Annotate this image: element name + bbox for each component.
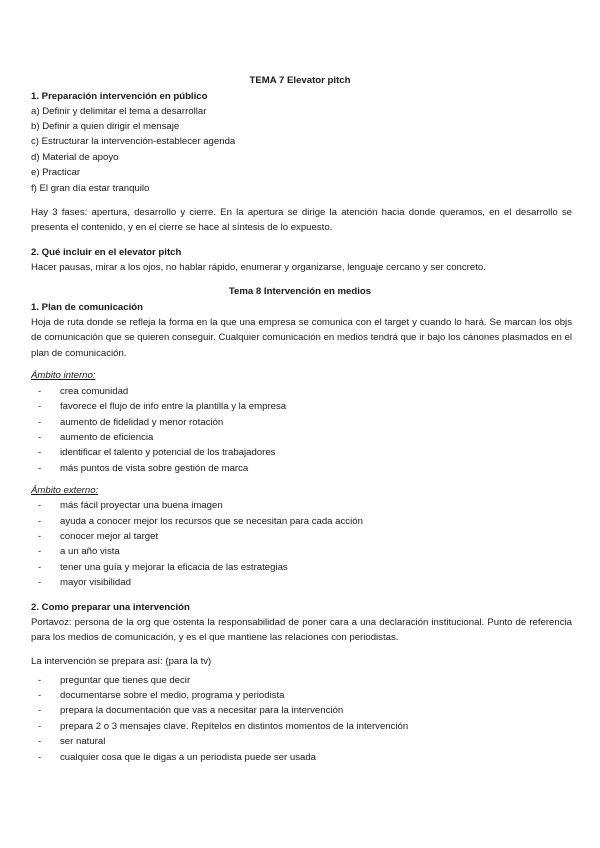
bullet-dash: -	[38, 386, 42, 397]
list-item: prepara la documentación que vas a necesitar para la intervención	[60, 705, 344, 716]
bullet-dash: -	[38, 721, 42, 732]
step-item: c) Estructurar la intervención-establecer agenda	[31, 136, 236, 147]
list-item: identificar el talento y potencial de los trabajadores	[60, 447, 276, 458]
list-item: ayuda a conocer mejor los recursos que se necesitan para cada acción	[60, 516, 363, 527]
bullet-dash: -	[38, 516, 42, 527]
portavoz-paragraph: Portavoz: persona de la org que ostenta la responsabilidad de poner cara a una declaración institucional. Punto de referencia para los medios de comunicación, y es el que mantiene las relaciones con periodistas.	[31, 617, 572, 644]
plan-paragraph: Hoja de ruta donde se refleja la forma en la que una empresa se comunica con el target y cuando lo hará. Se marcan los objs de comunicación que se quieren conseguir. Cualquier comunicación en medios tendrá que ir bajo los cánones plasmados en el plan de comunicación.	[31, 317, 572, 359]
list-item: conocer mejor al target	[60, 531, 159, 542]
step-item: d) Material de apoyo	[31, 152, 119, 163]
list-item: a un año vista	[60, 546, 120, 557]
list-item: aumento de eficiencia	[60, 432, 154, 443]
list-item: preguntar que tienes que decir	[60, 675, 191, 686]
tema7-title: TEMA 7 Elevator pitch	[249, 75, 351, 86]
list-item: mayor visibilidad	[60, 577, 131, 588]
bullet-dash: -	[38, 546, 42, 557]
bullet-dash: -	[38, 531, 42, 542]
tema7-section2-heading: 2. Qué incluir en el elevator pitch	[31, 247, 182, 258]
bullet-dash: -	[38, 736, 42, 747]
bullet-dash: -	[38, 675, 42, 686]
bullet-dash: -	[38, 577, 42, 588]
internal-label: Ámbito interno:	[31, 370, 96, 381]
bullet-dash: -	[38, 401, 42, 412]
bullet-dash: -	[38, 417, 42, 428]
step-item: e) Practicar	[31, 167, 81, 178]
tema8-title: Tema 8 Intervención en medios	[228, 286, 372, 297]
bullet-dash: -	[38, 447, 42, 458]
step-item: a) Definir y delimitar el tema a desarrollar	[31, 106, 207, 117]
phases-paragraph: Hay 3 fases: apertura, desarrollo y cierre. En la apertura se dirige la atención hacia donde queramos, en el desarrollo se presenta el contenido, y en el cierre se hace al síntesis de lo expuesto.	[31, 207, 572, 234]
external-label: Ámbito externo:	[31, 485, 99, 496]
list-item: documentarse sobre el medio, programa y periodista	[60, 690, 285, 701]
list-item: tener una guía y mejorar la eficacia de las estrategias	[60, 562, 288, 573]
prep-intro: La intervención se prepara así: (para la tv)	[31, 656, 212, 667]
list-item: crea comunidad	[60, 386, 129, 397]
step-item: f) El gran día estar tranquilo	[31, 183, 150, 194]
bullet-dash: -	[38, 705, 42, 716]
tema7-section2-text: Hacer pausas, mirar a los ojos, no hablar rápido, enumerar y organizarse, lenguaje cercano y ser concreto.	[31, 262, 486, 273]
list-item: prepara 2 o 3 mensajes clave. Repítelos en distintos momentos de la intervención	[60, 721, 409, 732]
list-item: aumento de fidelidad y menor rotación	[60, 417, 224, 428]
list-item: cualquier cosa que le digas a un periodista puede ser usada	[60, 752, 317, 763]
bullet-dash: -	[38, 752, 42, 763]
list-item: más fácil proyectar una buena imagen	[60, 500, 223, 511]
tema8-section1-heading: 1. Plan de comunicación	[31, 302, 143, 313]
list-item: ser natural	[60, 736, 106, 747]
list-item: favorece el flujo de info entre la plantilla y la empresa	[60, 401, 287, 412]
bullet-dash: -	[38, 690, 42, 701]
bullet-dash: -	[38, 463, 42, 474]
bullet-dash: -	[38, 562, 42, 573]
step-item: b) Definir a quien dirigir el mensaje	[31, 121, 180, 132]
tema8-section2-heading: 2. Como preparar una intervención	[31, 602, 190, 613]
tema7-section1-heading: 1. Preparación intervención en público	[31, 91, 208, 102]
list-item: más puntos de vista sobre gestión de marca	[60, 463, 249, 474]
bullet-dash: -	[38, 500, 42, 511]
bullet-dash: -	[38, 432, 42, 443]
